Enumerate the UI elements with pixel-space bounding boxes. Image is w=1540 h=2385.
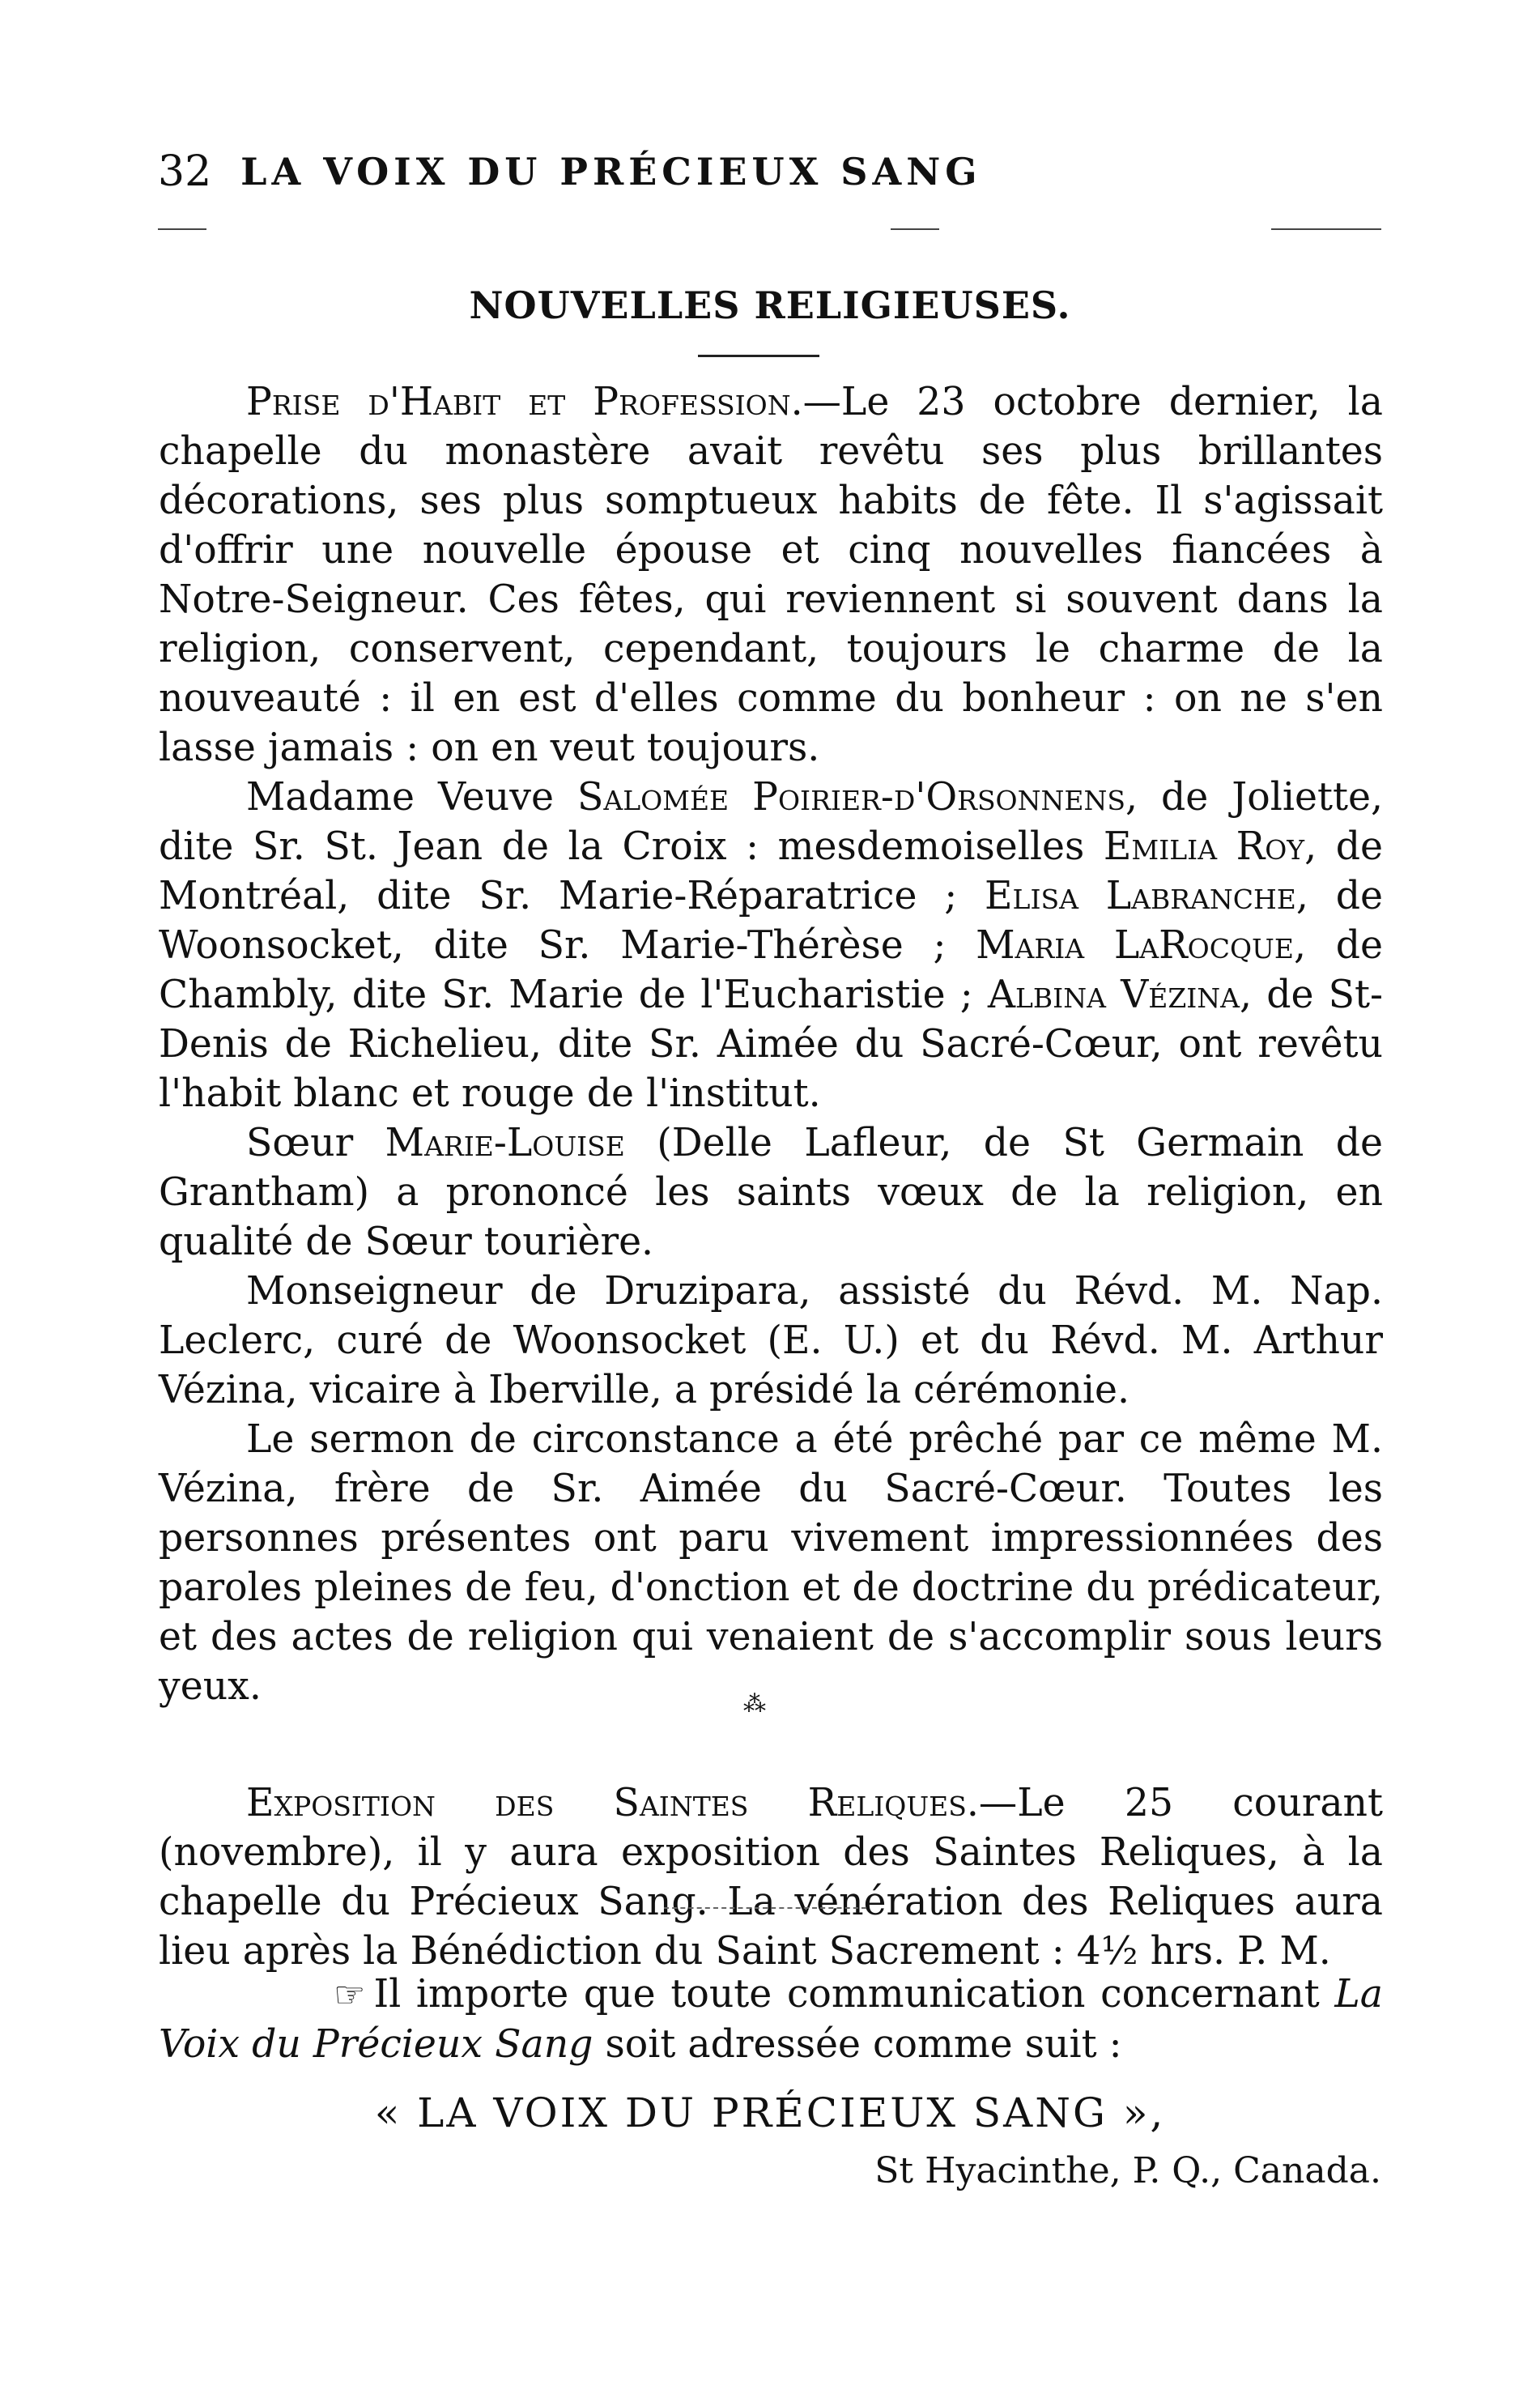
paragraph-5: Le sermon de circonstance a été prêché par ce même M. Vézina, frère de Sr. Aimée du Sacré-Cœur. Toutes les personnes présentes ont paru vivement impressionnées des paroles pleines de feu, d'onction et de doctrine du prédicateur, et des actes de religion qui venaient de s'accomplir sous leurs yeux. — [159, 1417, 1383, 1709]
page-number: 32 — [158, 147, 212, 196]
person-name: Salomée Poirier-d'Orsonnens — [576, 775, 1125, 820]
address-line: « LA VOIX DU PRÉCIEUX SANG », — [374, 2089, 1166, 2136]
address-place: St Hyacinthe, P. Q., Canada. — [874, 2150, 1381, 2191]
notice — [159, 1970, 1383, 2069]
journal-name: La Voix du Précieux Sang — [159, 1972, 1383, 2067]
person-name: Marie-Louise — [385, 1121, 625, 1165]
person-name: Maria LaRocque — [976, 923, 1294, 968]
notice-paragraph: ☞ Il importe que toute communication concernant La Voix du Précieux Sang soit adressée comme suit : — [159, 1972, 1383, 2067]
asterism-ornament: ⁂ — [743, 1690, 766, 1717]
title-rule — [698, 355, 819, 357]
header-rule-left — [158, 228, 206, 230]
article-heading: Prise d'Habit et Profession. — [246, 380, 803, 424]
header-rule-mid — [891, 228, 939, 230]
paragraph-3: Sœur Marie-Louise (Delle Lafleur, de St Germain de Grantham) a prononcé les saints vœux de la religion, en qualité de Sœur tourière. — [159, 1121, 1383, 1264]
paragraph-2: Madame Veuve Salomée Poirier-d'Orsonnens, de Joliette, dite Sr. St. Jean de la Croix : mesdemoiselles Emilia Roy, de Montréal, dite Sr. Marie-Réparatrice ; Elisa Labranche, de Woonsocket, dite Sr. Marie-Thérèse ; Maria LaRocque, de Chambly, dite Sr. Marie de l'Eucharistie ; Albina Vézina, de St-Denis de Richelieu, dite Sr. Aimée du Sacré-Cœur, ont revêtu l'habit blanc et rouge de l'institut. — [159, 775, 1384, 1116]
article-prise-habit — [159, 377, 1383, 1711]
paragraph-1: Prise d'Habit et Profession.—Le 23 octobre dernier, la chapelle du monastère avait revêtu ses plus brillantes décorations, ses plus somptueux habits de fête. Il s'agissait d'offrir une nouvelle épouse et cinq nouvelles fiancées à Notre-Seigneur. Ces fêtes, qui reviennent si souvent dans la religion, conservent, cependant, toujours le charme de la nouveauté : il en est d'elles comme du bonheur : on ne s'en lasse jamais : on en veut toujours. — [159, 380, 1383, 770]
running-header — [158, 147, 1380, 196]
pointing-hand-icon: ☞ — [334, 1974, 366, 2016]
person-name: Elisa Labranche — [985, 874, 1296, 918]
article-exposition — [159, 1778, 1383, 1976]
section-title: NOUVELLES RELIGIEUSES. — [469, 283, 1071, 327]
person-name: Albina Vézina — [987, 973, 1240, 1017]
header-rule-right — [1271, 228, 1381, 230]
running-title: LA VOIX DU PRÉCIEUX SANG — [240, 150, 982, 194]
paragraph-exposition: Exposition des Saintes Reliques.—Le 25 courant (novembre), il y aura exposition des Saintes Reliques, à la chapelle du Précieux Sang. La vénération des Reliques aura lieu après la Bénédiction du Saint Sacrement : 4½ hrs. P. M. — [159, 1781, 1383, 1974]
separator-rule — [664, 1907, 866, 1909]
person-name: Emilia Roy — [1103, 824, 1305, 869]
paragraph-4: Monseigneur de Druzipara, assisté du Révd. M. Nap. Leclerc, curé de Woonsocket (E. U.) et du Révd. M. Arthur Vézina, vicaire à Iberville, a présidé la cérémonie. — [159, 1269, 1383, 1412]
article-heading: Exposition des Saintes Reliques. — [246, 1781, 979, 1825]
